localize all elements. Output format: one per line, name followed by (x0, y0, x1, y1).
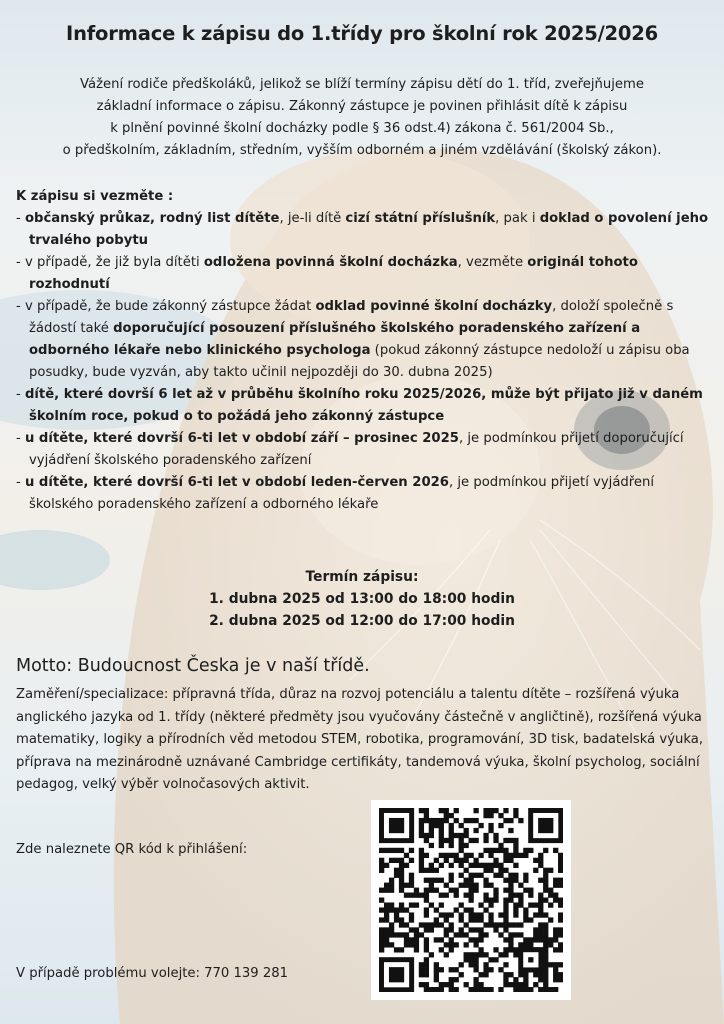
contact-phone: V případě problému volejte: 770 139 281 (16, 966, 289, 981)
text: , pak i (495, 211, 540, 226)
intro-line: k plnění povinné školní docházky podle § 36 odst.4) zákona č. 561/2004 Sb., (110, 121, 614, 136)
text: - v případě, že bude zákonný zástupce žádat (16, 299, 316, 314)
documents-section (16, 186, 712, 516)
text: - (16, 387, 25, 402)
bold-text: občanský průkaz, rodný list dítěte (24, 211, 280, 226)
text: - v případě, že již byla dítěti (16, 255, 204, 270)
text: - (16, 211, 25, 226)
text: - (16, 475, 25, 490)
document-item (16, 252, 712, 296)
bold-text: odklad povinné školní docházky (315, 299, 553, 314)
page-title: Informace k zápisu do 1.třídy pro školní rok 2025/2026 (66, 22, 658, 45)
bold-text: doklad o povolení jeho trvalého pobytu (29, 211, 709, 248)
text: , je podmínkou přijetí doporučující vyjádření školského poradenského zařízení (29, 431, 684, 468)
text: - (16, 431, 25, 446)
bold-text: doporučující posouzení příslušného školského poradenského zařízení a odborného lékaře nebo klinického psychologa (29, 321, 641, 358)
date-line: 1. dubna 2025 od 13:00 do 18:00 hodin (209, 591, 515, 607)
registration-qr-code[interactable] (371, 800, 571, 1000)
documents-list (16, 208, 712, 516)
bold-text: dítě, které dovrší 6 let až v průběhu školního roku 2025/2026, může být přijato již v daném školním roce, pokud o to požádá jeho zákonný zástupce (24, 387, 703, 424)
document-item (16, 428, 712, 472)
document-item (16, 208, 712, 252)
document-item (16, 296, 712, 384)
bold-text: u dítěte, které dovrší 6-ti let v období září – prosinec 2025 (24, 431, 459, 446)
text: (pokud zákonný zástupce nedoloží u zápisu oba posudky, bude vyzván, aby takto učinil nejpozději do 30. dubna 2025) (29, 343, 690, 380)
intro-line: Vážení rodiče předškoláků, jelikož se blíží termíny zápisu dětí do 1. tříd, zveřejňujeme (80, 77, 644, 92)
bold-text: u dítěte, které dovrší 6-ti let v období leden-červen 2026 (24, 475, 449, 490)
documents-heading: K zápisu si vezměte : (16, 189, 174, 204)
bold-text: odložena povinná školní docházka (203, 255, 458, 270)
intro-line: základní informace o zápisu. Zákonný zástupce je povinen přihlásit dítě k zápisu (96, 99, 628, 114)
text: , doloží společně s žádostí také (29, 299, 674, 336)
qr-label: Zde naleznete QR kód k přihlášení: (16, 842, 248, 857)
document-item (16, 472, 712, 516)
bold-text: originál tohoto rozhodnutí (29, 255, 638, 292)
text: , vezměte (457, 255, 528, 270)
motto: Motto: Budoucnost Česka je v naší třídě. (16, 656, 370, 676)
qr-code-image (379, 808, 563, 992)
date-line: 2. dubna 2025 od 12:00 do 17:00 hodin (209, 613, 515, 629)
enrollment-dates (0, 566, 724, 632)
document-item (16, 384, 712, 428)
intro-paragraph (14, 74, 710, 162)
intro-line: o předškolním, základním, středním, vyšším odborném a jiném vzdělávání (školský zákon). (62, 143, 662, 158)
text: , je podmínkou přijetí vyjádření školského poradenského zařízení a odborného lékaře (29, 475, 655, 512)
text: , je-li dítě (279, 211, 346, 226)
specialization-text: Zaměření/specializace: přípravná třída, důraz na rozvoj potenciálu a talentu dítěte – rozšířená výuka anglického jazyka od 1. třídy (některé předměty jsou vyučovány částečně v angličtině), rozšířená výuka matematiky, logiky a přírodních věd metodou STEM, robotika, programování, 3D tisk, badatelská výuka, příprava na mezinárodně uznávané Cambridge certifikáty, tandemová výuka, školní psycholog, sociální pedagog, velký výběr volnočasových aktivit. (16, 687, 704, 792)
dates-heading: Termín zápisu: (305, 569, 419, 585)
bold-text: cizí státní příslušník (345, 211, 496, 226)
